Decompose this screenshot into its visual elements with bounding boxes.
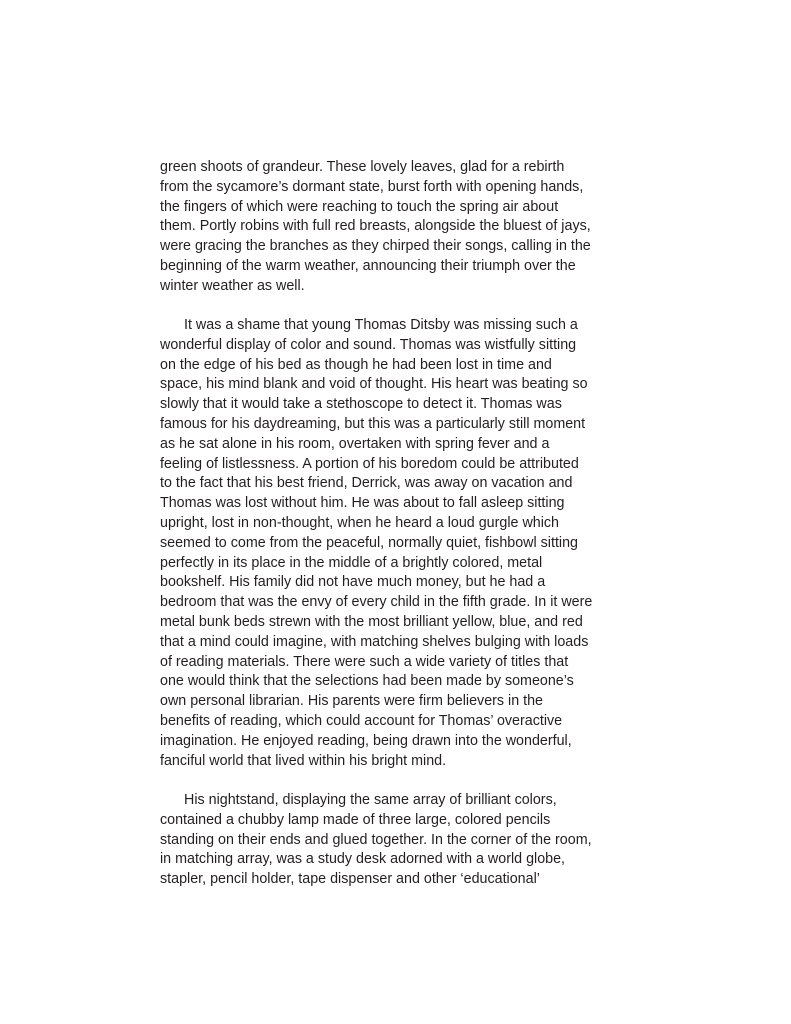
- body-paragraph: It was a shame that young Thomas Ditsby was missing such a wonderful display of color and sound. Thomas was wistfully sitting on the edge of his bed as though he had been lost in time and space, his mind blank and void of thought. His heart was beating so slowly that it would take a stethoscope to detect it. Thomas was famous for his daydreaming, but this was a particularly still moment as he sat alone in his room, overtaken with spring fever and a feeling of listlessness. A portion of his boredom could be attributed to the fact that his best friend, Derrick, was away on vacation and Thomas was lost without him. He was about to fall asleep sitting upright, lost in non-thought, when he heard a loud gurgle which seemed to come from the peaceful, normally quiet, fishbowl sitting perfectly in its place in the middle of a brightly colored, metal bookshelf. His family did not have much money, but he had a bedroom that was the envy of every child in the fifth grade. In it were metal bunk beds strewn with the most brilliant yellow, blue, and red that a mind could imagine, with matching shelves bulging with loads of reading materials. There were such a wide variety of titles that one would think that the selections had been made by someone’s own personal librarian. His parents were firm believers in the benefits of reading, which could account for Thomas’ overactive imagination. He enjoyed reading, being drawn into the wonderful, fanciful world that lived within his bright mind.: [160, 317, 593, 769]
- page-text-body: [160, 158, 594, 890]
- body-paragraph: His nightstand, displaying the same array of brilliant colors, contained a chubby lamp made of three large, colored pencils standing on their ends and glued together. In the corner of the room, in matching array, was a study desk adorned with a world globe, stapler, pencil holder, tape dispenser and other ‘educational’: [160, 791, 592, 888]
- body-paragraph: green shoots of grandeur. These lovely leaves, glad for a rebirth from the sycamore’s dormant state, burst forth with opening hands, the fingers of which were reaching to touch the spring air about them. Portly robins with full red breasts, alongside the bluest of jays, were gracing the branches as they chirped their songs, calling in the beginning of the warm weather, announcing their triumph over the winter weather as well.: [160, 159, 591, 294]
